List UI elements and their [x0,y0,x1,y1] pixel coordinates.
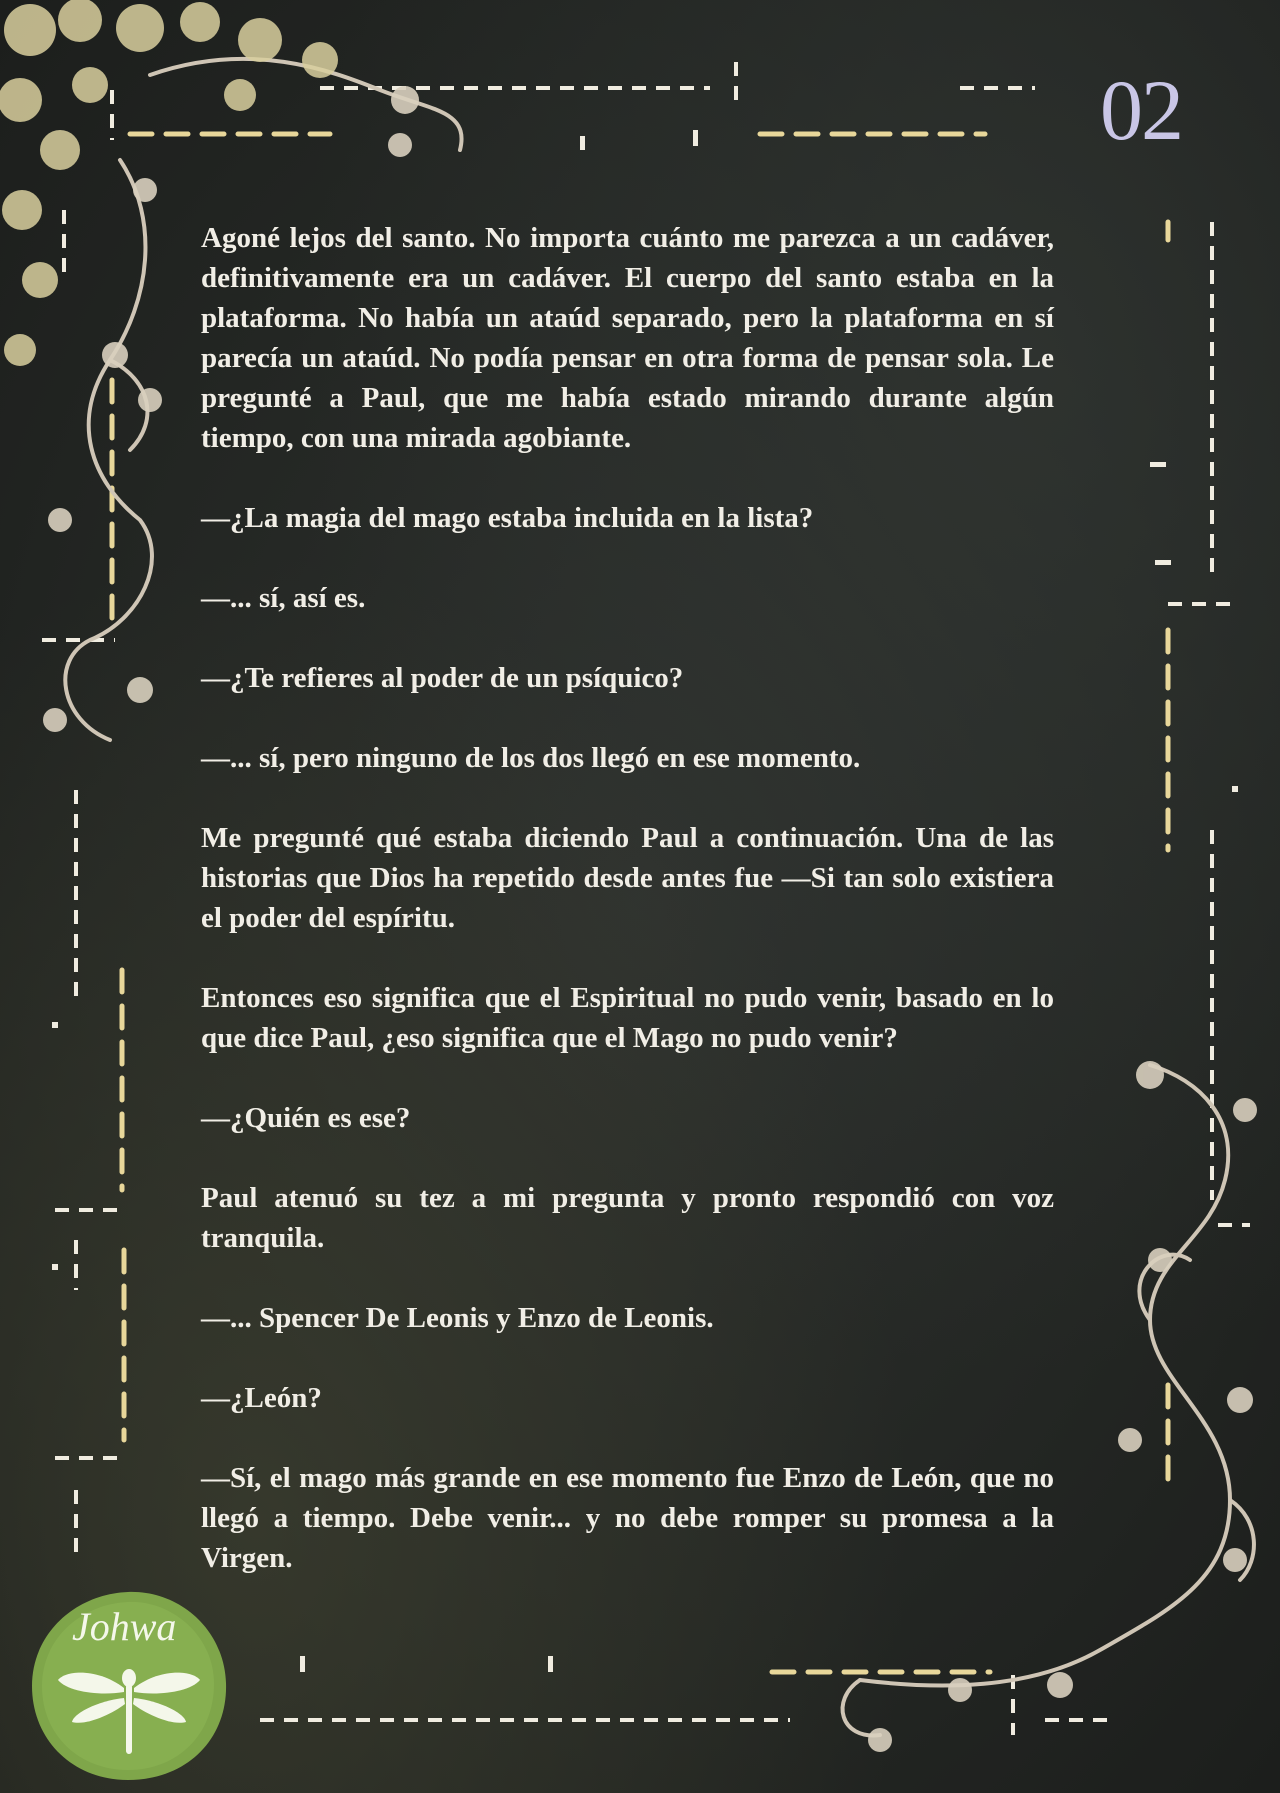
paragraph: —¿Te refieres al poder de un psíquico? [201,662,684,694]
johwa-logo [28,1588,230,1784]
page-number: 02 [1100,62,1182,158]
paragraph: —¿León? [201,1382,322,1414]
paragraph: Entonces eso significa que el Espiritual no pudo venir, basado en lo que dice Paul, ¿eso significa que el Mago no pudo venir? [201,982,1054,1054]
paragraph: Me pregunté qué estaba diciendo Paul a continuación. Una de las historias que Dios ha repetido desde antes fue —Si tan solo existiera el poder del espíritu. [201,822,1054,934]
paragraph: —Sí, el mago más grande en ese momento fue Enzo de León, que no llegó a tiempo. Debe venir... y no debe romper su promesa a la Virgen. [201,1462,1054,1574]
chapter-text [201,218,1054,1618]
paragraph: —... sí, pero ninguno de los dos llegó en ese momento. [201,742,861,774]
paragraph: Paul atenuó su tez a mi pregunta y pronto respondió con voz tranquila. [201,1182,1054,1254]
paragraph: —... sí, así es. [201,582,366,614]
paragraph: Agoné lejos del santo. No importa cuánto me parezca a un cadáver, definitivamente era un cadáver. El cuerpo del santo estaba en la plataforma. No había un ataúd separado, pero la plataforma en sí parecía un ataúd. No podía pensar en otra forma de pensar sola. Le pregunté a Paul, que me había estado mirando durante algún tiempo, con una mirada agobiante. [201,222,1054,454]
paragraph: —¿La magia del mago estaba incluida en la lista? [201,502,814,534]
paragraph: —¿Quién es ese? [201,1102,411,1134]
logo-text: Johwa [72,1604,177,1649]
paragraph: —... Spencer De Leonis y Enzo de Leonis. [201,1302,714,1334]
